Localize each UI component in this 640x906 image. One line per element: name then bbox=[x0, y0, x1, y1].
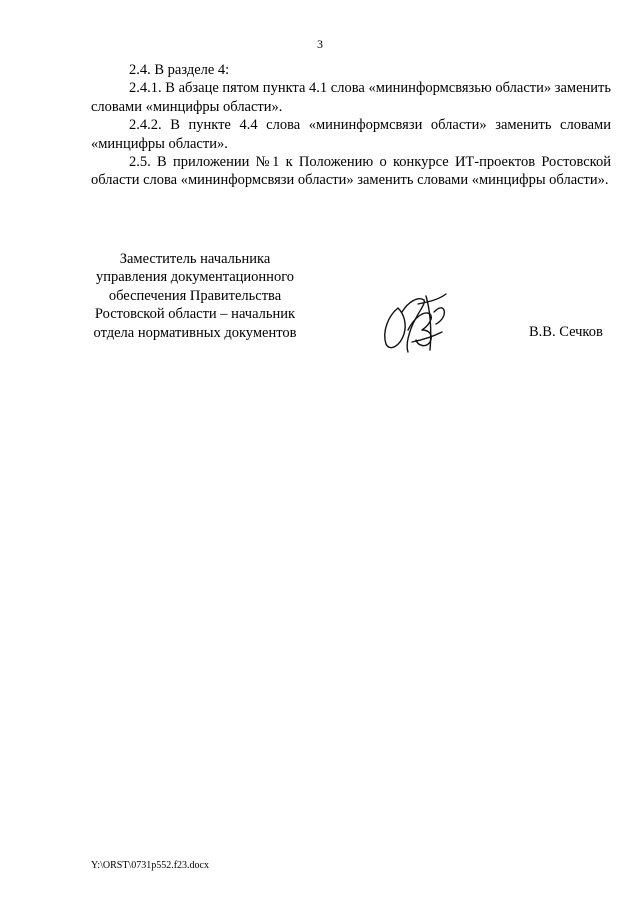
position-line: управления документационного bbox=[95, 269, 295, 286]
position-line: отдела нормативных документов bbox=[93, 324, 297, 341]
position-line: обеспечения Правительства bbox=[108, 287, 282, 304]
position-line: Ростовской области – начальник bbox=[94, 306, 296, 323]
paragraph-2-4-1: 2.4.1. В абзаце пятом пункта 4.1 слова «мининформсвязью области» заменить словами «минцифры области». bbox=[91, 80, 611, 115]
page-number: 3 bbox=[317, 37, 323, 51]
position-line: Заместитель начальника bbox=[119, 251, 271, 267]
handwritten-signature bbox=[378, 290, 450, 356]
paragraph-2-4-2: 2.4.2. В пункте 4.4 слова «мининформсвязи области» заменить словами «минцифры области». bbox=[91, 117, 611, 152]
document-body bbox=[91, 61, 611, 190]
paragraph-2-5: 2.5. В приложении №1 к Положению о конкурсе ИТ-проектов Ростовской области слова «мининформсвязи области» заменить словами «минцифры области». bbox=[91, 154, 611, 189]
file-path-footer: Y:\ORST\0731p552.f23.docx bbox=[91, 860, 209, 871]
paragraph-2-4: 2.4. В разделе 4: bbox=[129, 62, 230, 78]
signer-position bbox=[60, 250, 330, 342]
signer-name: В.В. Сечков bbox=[529, 324, 603, 340]
